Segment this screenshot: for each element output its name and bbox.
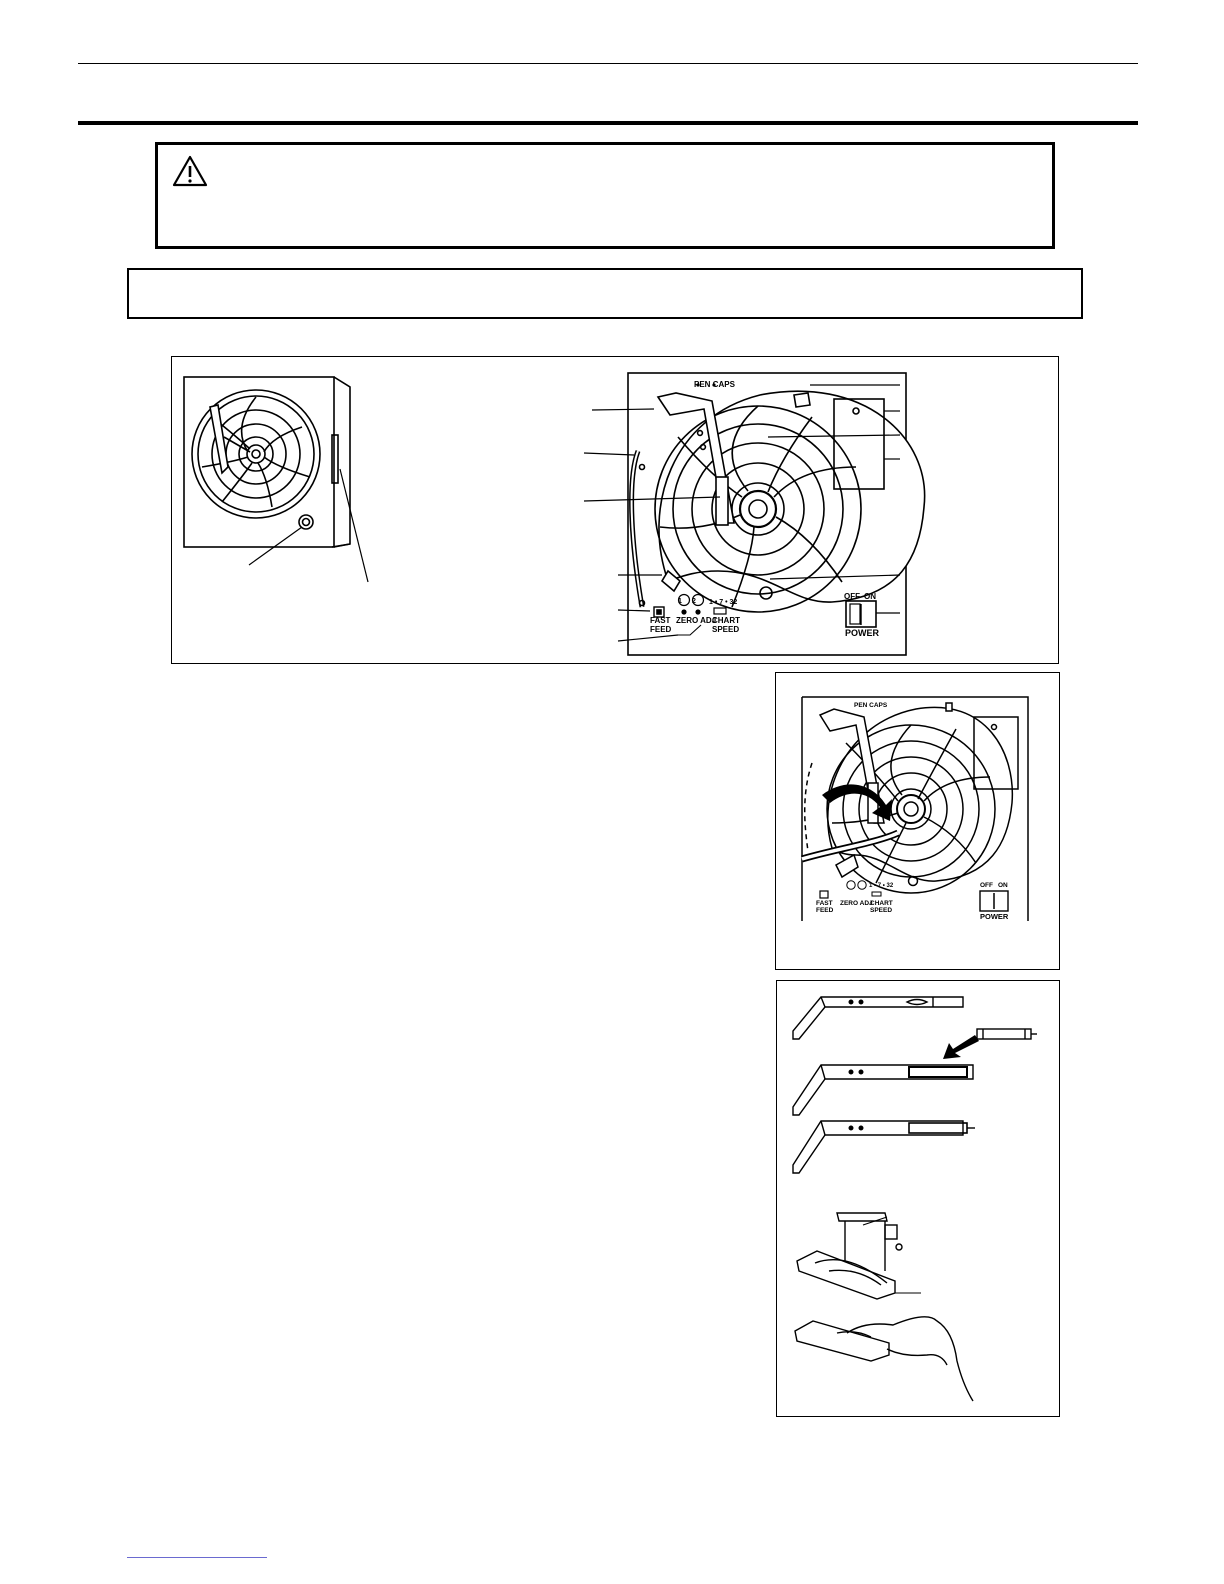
zero-adj-label: ZERO ADJ bbox=[676, 616, 717, 625]
fig2-power-on-label: ON bbox=[998, 882, 1008, 889]
chart-speed-label-1: CHART bbox=[712, 616, 740, 625]
figure-recorder-overview bbox=[171, 356, 1059, 664]
fast-feed-label-2: FEED bbox=[650, 625, 672, 634]
warning-triangle-icon bbox=[172, 155, 208, 187]
note-box bbox=[127, 268, 1083, 319]
power-on-label: ON bbox=[864, 592, 876, 601]
pen-caps-label: PEN CAPS bbox=[694, 380, 735, 389]
header-rule bbox=[78, 63, 1138, 64]
fast-feed-label-1: FAST bbox=[650, 616, 671, 625]
power-off-label: OFF bbox=[844, 592, 860, 601]
chart-speed-label-2: SPEED bbox=[712, 625, 740, 634]
fig2-power-off-label: OFF bbox=[980, 882, 993, 889]
fig2-chart-speed-label-1: CHART bbox=[870, 900, 893, 907]
fig2-pen-caps-label: PEN CAPS bbox=[854, 702, 888, 709]
power-label: POWER bbox=[845, 628, 880, 638]
insert-arrow bbox=[943, 1035, 979, 1059]
warning-box bbox=[155, 142, 1055, 249]
figure-pen-installation bbox=[776, 980, 1060, 1417]
fig2-fast-feed-label-2: FEED bbox=[816, 907, 834, 914]
fig2-fast-feed-label-1: FAST bbox=[816, 900, 833, 907]
chart-speed-values: 1 • 7 • 32 bbox=[709, 599, 738, 606]
fig2-zero-adj-label: ZERO ADJ bbox=[840, 900, 873, 907]
fig2-chart-speed-values: 1 • 7 • 32 bbox=[869, 883, 894, 889]
footer-link-underline bbox=[127, 1557, 267, 1558]
section-rule bbox=[78, 121, 1138, 125]
fig2-chart-speed-label-2: SPEED bbox=[870, 907, 893, 914]
figure-arm-release bbox=[775, 672, 1060, 970]
recorder-housing-illustration bbox=[184, 377, 350, 547]
fig2-power-label: POWER bbox=[980, 912, 1009, 921]
zero-adj-number-1: 1 bbox=[678, 598, 682, 605]
zero-adj-number-2: 2 bbox=[692, 598, 696, 605]
